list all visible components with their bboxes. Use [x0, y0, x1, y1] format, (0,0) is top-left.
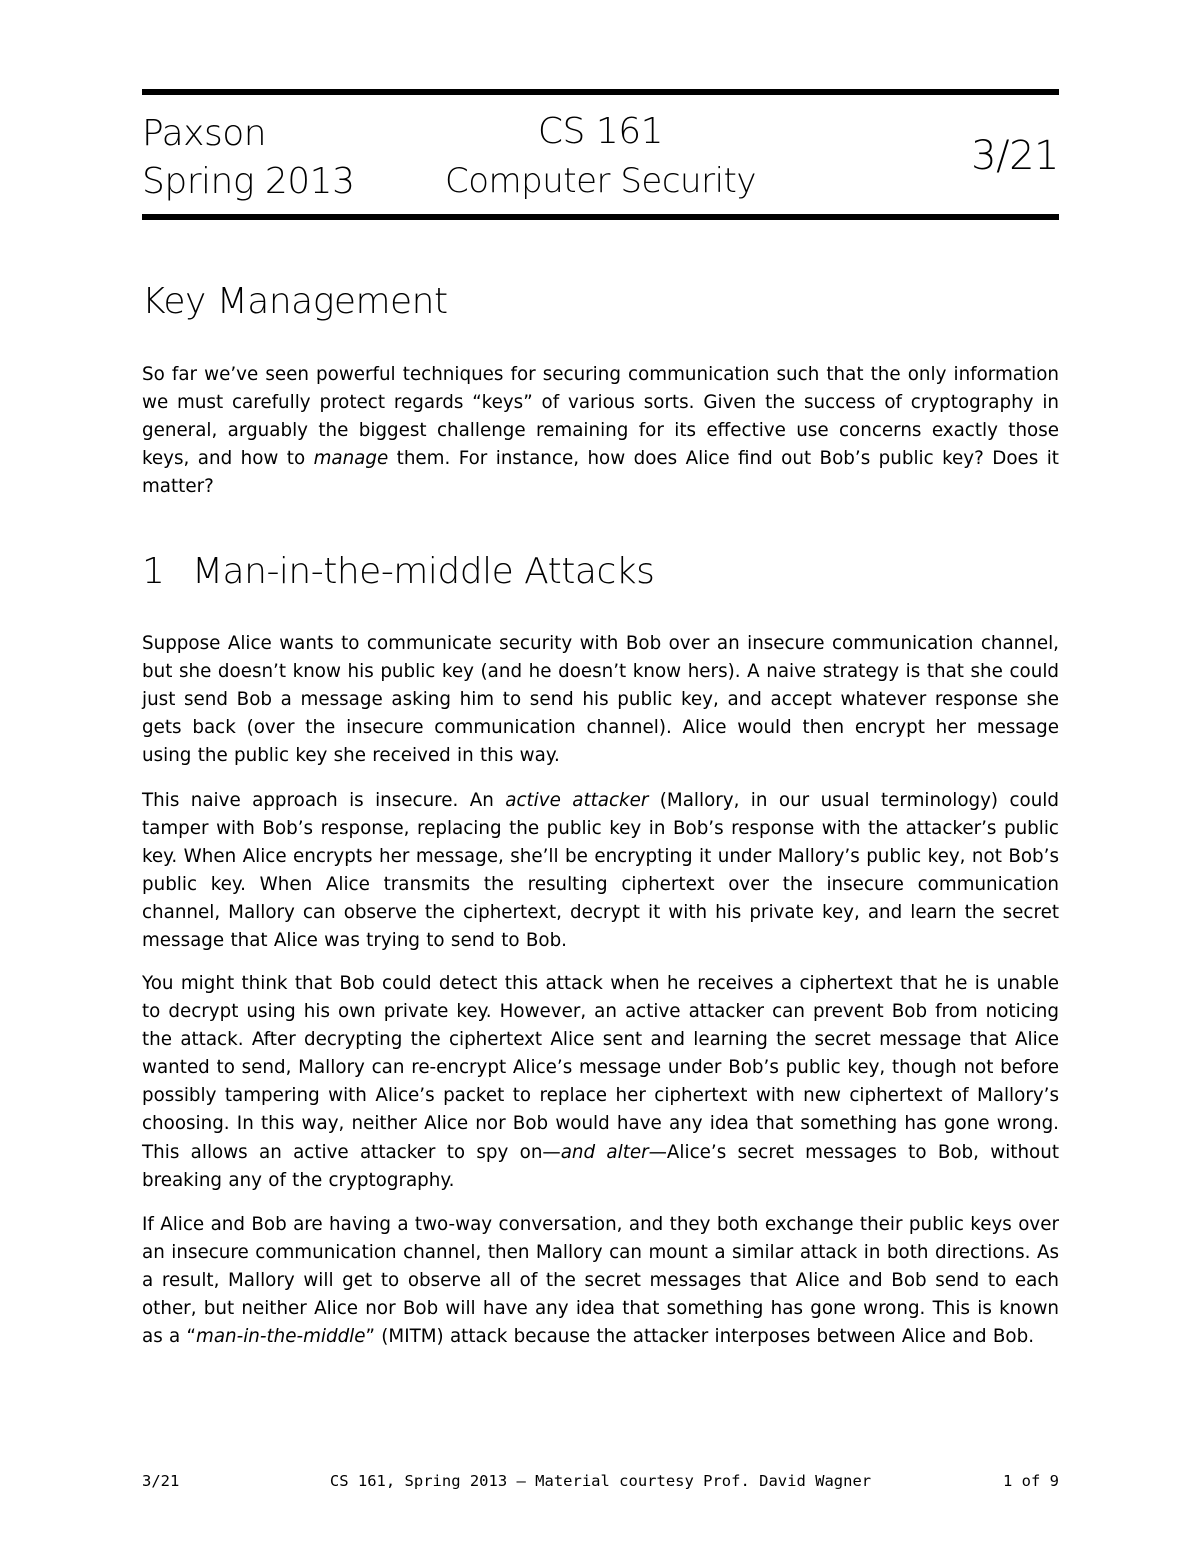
section-paragraph-2 [142, 787, 1059, 956]
document-page [142, 0, 1059, 1553]
p4-emphasis: man-in-the-middle [196, 1326, 366, 1348]
section-paragraph-1: Suppose Alice wants to communicate security with Bob over an insecure communication channel, but she doesn’t know his public key (and he doesn’t know hers). A naive strategy is that she could just send Bob a message asking him to send his public key, and accept whatever response she gets back (over the insecure communication channel). Alice would then encrypt her message using the public key she received in this way. [142, 633, 1059, 767]
intro-paragraph [142, 361, 1059, 501]
intro-text-1: So far we’ve seen powerful techniques for securing communication such that the only information we must carefully protect regards “keys” of various sorts. Given the success of cryptography in general, arguably the biggest challenge remaining for its effective use concerns exactly those keys, and how to [142, 364, 1059, 470]
footer-date: 3/21 [142, 1472, 180, 1490]
p2-emphasis: active attacker [505, 790, 649, 811]
p4-text-2: ” (MITM) attack because the attacker interposes between Alice and Bob. [365, 1326, 1035, 1348]
p3-emphasis: and alter [560, 1141, 649, 1163]
section-heading [142, 551, 655, 592]
p2-text-1: This naive approach is insecure. An [142, 790, 506, 811]
p2-text-2: (Mallory, in our usual terminology) could tamper with Bob’s response, replacing the public key in Bob’s response with the attacker’s public key. When Alice encrypts her message, she’ll be encrypting it under Mallory’s public key, not Bob’s public key. When Alice transmits the resulting ciphertext over the insecure communication channel, Mallory can observe the ciphertext, decrypt it with his private key, and learn the secret message that Alice was trying to send to Bob. [142, 790, 1059, 952]
footer-page-number: 1 of 9 [1003, 1472, 1059, 1490]
section-number: 1 [142, 551, 165, 592]
header-course-name: Computer Security [445, 161, 756, 201]
section-title: Man-in-the-middle Attacks [192, 551, 655, 592]
document-title: Key Management [142, 281, 448, 322]
header-date: 3/21 [971, 133, 1059, 179]
section-paragraph-3 [142, 970, 1059, 1195]
p4-text-1: If Alice and Bob are having a two-way conversation, and they both exchange their public keys over an insecure communication channel, then Mallory can mount a similar attack in both directions. As a result, Mallory will get to observe all of the secret messages that Alice and Bob send to each other, but neither Alice nor Bob will have any idea that something has gone wrong. This is known as a “ [142, 1214, 1059, 1348]
header-bottom-rule [142, 214, 1059, 220]
header-course-number: CS 161 [537, 111, 664, 152]
intro-text-2: them. For instance, how does Alice find out Bob’s public key? Does it matter? [142, 448, 1059, 498]
p3-text-1: You might think that Bob could detect this attack when he receives a ciphertext that he is unable to decrypt using his own private key. However, an active attacker can prevent Bob from noticing the attack. After decrypting the ciphertext Alice sent and learning the secret message that Alice wanted to send, Mallory can re-encrypt Alice’s message under Bob’s public key, though not before possibly tampering with Alice’s packet to replace her ciphertext with new ciphertext of Mallory’s choosing. In this way, neither Alice nor Bob would have any idea that something has gone wrong. This allows an active attacker to spy on— [142, 973, 1059, 1163]
footer-credit: CS 161, Spring 2013 — Material courtesy Prof. David Wagner [329, 1472, 872, 1490]
p3-text-2: —Alice’s secret messages to Bob, without breaking any of the cryptography. [142, 1141, 1059, 1191]
section-paragraph-4 [142, 1211, 1059, 1351]
intro-emphasis: manage [313, 448, 389, 470]
header-top-rule [142, 89, 1059, 95]
header-instructor: Paxson [142, 113, 267, 154]
header-term: Spring 2013 [142, 161, 355, 202]
